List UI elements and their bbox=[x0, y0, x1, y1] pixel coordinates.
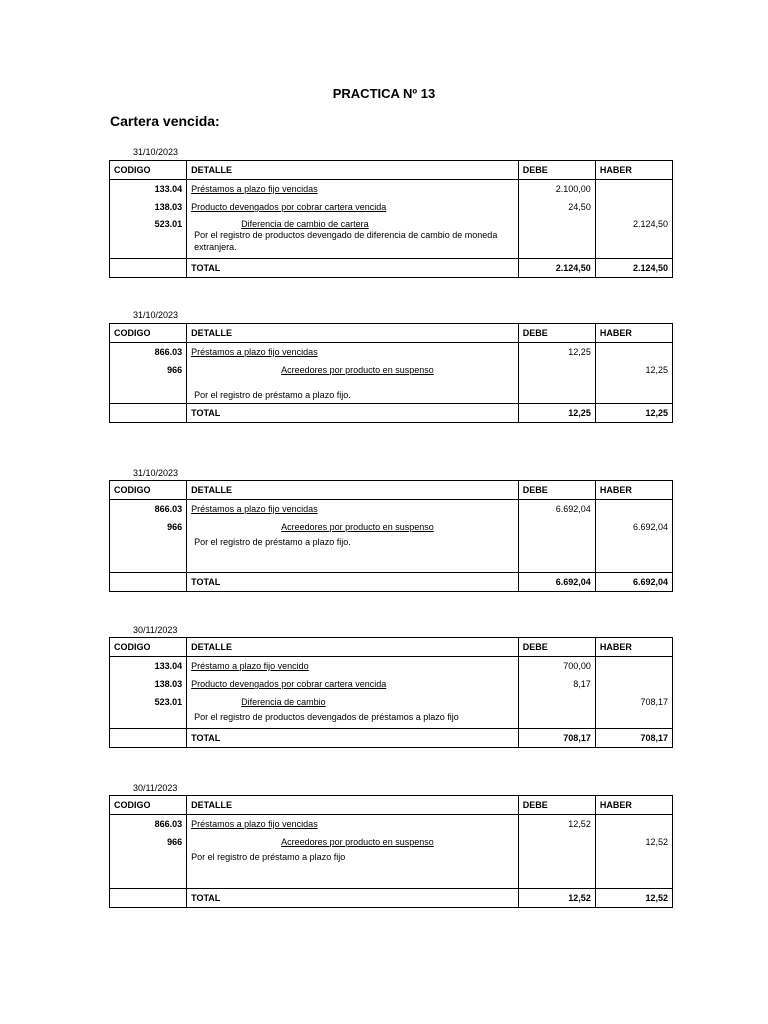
cell-haber bbox=[595, 500, 672, 519]
entry-date: 31/10/2023 bbox=[133, 468, 179, 478]
cell-codigo: 138.03 bbox=[110, 675, 187, 693]
cell-haber: 12,25 bbox=[595, 361, 672, 379]
cell-haber bbox=[595, 815, 672, 834]
page-title: PRACTICA Nº 13 bbox=[332, 86, 436, 101]
entry-date: 30/11/2023 bbox=[133, 625, 178, 635]
cell-codigo: 966 bbox=[110, 361, 187, 379]
cell-codigo: 866.03 bbox=[110, 343, 187, 362]
cell-detalle: Acreedores por producto en suspenso bbox=[281, 837, 434, 847]
total-label: TOTAL bbox=[187, 573, 519, 592]
table-row bbox=[110, 343, 673, 362]
header-detalle: DETALLE bbox=[187, 796, 519, 815]
cell-detalle: Préstamos a plazo fijo vencidas bbox=[191, 184, 318, 194]
cell-haber: 12,52 bbox=[595, 833, 672, 851]
entry-glosa: Por el registro de préstamo a plazo fijo bbox=[191, 852, 346, 862]
cell-haber bbox=[595, 657, 672, 676]
journal-entry-table bbox=[109, 795, 673, 908]
total-row bbox=[110, 259, 673, 278]
total-label: TOTAL bbox=[187, 404, 519, 423]
cell-detalle: Préstamos a plazo fijo vencidas bbox=[191, 819, 318, 829]
total-debe: 708,17 bbox=[518, 729, 595, 748]
cell-detalle: Préstamos a plazo fijo vencidas bbox=[191, 504, 318, 514]
cell-debe: 700,00 bbox=[518, 657, 595, 676]
total-debe: 6.692,04 bbox=[518, 573, 595, 592]
cell-debe: 24,50 bbox=[518, 198, 595, 216]
table-row bbox=[110, 518, 673, 536]
entry-glosa: Por el registro de productos devengado de diferencia de cambio de moneda extranjera. bbox=[194, 230, 498, 252]
cell-haber bbox=[595, 198, 672, 216]
header-debe: DEBE bbox=[518, 324, 595, 343]
header-haber: HABER bbox=[595, 481, 672, 500]
cell-codigo: 523.01 bbox=[110, 693, 187, 711]
cell-debe: 12,52 bbox=[518, 815, 595, 834]
table-row bbox=[110, 198, 673, 216]
total-debe: 12,25 bbox=[518, 404, 595, 423]
entry-glosa: Por el registro de productos devengados de préstamos a plazo fijo bbox=[194, 712, 459, 722]
cell-codigo: 133.04 bbox=[110, 657, 187, 676]
total-label: TOTAL bbox=[187, 729, 519, 748]
cell-detalle: Préstamos a plazo fijo vencidas bbox=[191, 347, 318, 357]
cell-debe bbox=[518, 693, 595, 711]
total-haber: 6.692,04 bbox=[595, 573, 672, 592]
table-row bbox=[110, 711, 673, 729]
header-codigo: CODIGO bbox=[110, 638, 187, 657]
header-debe: DEBE bbox=[518, 796, 595, 815]
cell-detalle: Producto devengados por cobrar cartera vencida bbox=[191, 202, 387, 212]
header-haber: HABER bbox=[595, 324, 672, 343]
table-row bbox=[110, 361, 673, 379]
cell-debe: 8,17 bbox=[518, 675, 595, 693]
cell-codigo: 866.03 bbox=[110, 815, 187, 834]
table-row bbox=[110, 851, 673, 889]
journal-entry-table bbox=[109, 160, 673, 278]
cell-detalle: Diferencia de cambio bbox=[241, 697, 326, 707]
cell-debe: 2.100,00 bbox=[518, 180, 595, 199]
cell-haber bbox=[595, 675, 672, 693]
cell-debe bbox=[518, 518, 595, 536]
cell-haber bbox=[595, 180, 672, 199]
cell-codigo: 133.04 bbox=[110, 180, 187, 199]
entry-glosa: Por el registro de préstamo a plazo fijo. bbox=[194, 537, 351, 547]
cell-codigo: 866.03 bbox=[110, 500, 187, 519]
header-codigo: CODIGO bbox=[110, 481, 187, 500]
cell-debe bbox=[518, 833, 595, 851]
table-row bbox=[110, 536, 673, 573]
journal-entry-table bbox=[109, 637, 673, 748]
cell-codigo: 966 bbox=[110, 833, 187, 851]
table-row bbox=[110, 379, 673, 404]
section-subtitle: Cartera vencida: bbox=[110, 113, 220, 129]
journal-entry-table bbox=[109, 480, 673, 592]
table-row bbox=[110, 216, 673, 253]
header-haber: HABER bbox=[595, 796, 672, 815]
cell-detalle: Diferencia de cambio de cartera bbox=[241, 219, 369, 229]
header-codigo: CODIGO bbox=[110, 796, 187, 815]
header-debe: DEBE bbox=[518, 638, 595, 657]
entry-glosa: Por el registro de préstamo a plazo fijo. bbox=[194, 390, 351, 400]
header-haber: HABER bbox=[595, 161, 672, 180]
entry-date: 31/10/2023 bbox=[133, 147, 179, 157]
table-row bbox=[110, 815, 673, 834]
header-codigo: CODIGO bbox=[110, 324, 187, 343]
header-haber: HABER bbox=[595, 638, 672, 657]
total-label: TOTAL bbox=[187, 889, 519, 908]
cell-haber bbox=[595, 343, 672, 362]
total-haber: 2.124,50 bbox=[595, 259, 672, 278]
total-haber: 12,52 bbox=[595, 889, 672, 908]
total-haber: 12,25 bbox=[595, 404, 672, 423]
table-row bbox=[110, 657, 673, 676]
total-row bbox=[110, 729, 673, 748]
table-row bbox=[110, 180, 673, 199]
header-debe: DEBE bbox=[518, 481, 595, 500]
cell-haber: 2.124,50 bbox=[595, 216, 672, 253]
header-detalle: DETALLE bbox=[187, 481, 519, 500]
cell-debe bbox=[518, 216, 595, 253]
table-row bbox=[110, 500, 673, 519]
cell-detalle: Acreedores por producto en suspenso bbox=[281, 522, 434, 532]
cell-detalle: Acreedores por producto en suspenso bbox=[281, 365, 434, 375]
cell-debe: 12,25 bbox=[518, 343, 595, 362]
total-debe: 2.124,50 bbox=[518, 259, 595, 278]
cell-detalle: Préstamo a plazo fijo vencido bbox=[191, 661, 309, 671]
header-codigo: CODIGO bbox=[110, 161, 187, 180]
cell-debe: 6.692,04 bbox=[518, 500, 595, 519]
cell-codigo: 138.03 bbox=[110, 198, 187, 216]
total-debe: 12,52 bbox=[518, 889, 595, 908]
header-debe: DEBE bbox=[518, 161, 595, 180]
total-haber: 708,17 bbox=[595, 729, 672, 748]
header-detalle: DETALLE bbox=[187, 161, 519, 180]
header-detalle: DETALLE bbox=[187, 324, 519, 343]
table-row bbox=[110, 833, 673, 851]
cell-detalle: Producto devengados por cobrar cartera vencida bbox=[191, 679, 387, 689]
table-row bbox=[110, 675, 673, 693]
cell-codigo: 523.01 bbox=[110, 216, 187, 253]
cell-haber: 6.692,04 bbox=[595, 518, 672, 536]
cell-haber: 708,17 bbox=[595, 693, 672, 711]
cell-debe bbox=[518, 361, 595, 379]
entry-date: 31/10/2023 bbox=[133, 310, 179, 320]
total-label: TOTAL bbox=[187, 259, 519, 278]
total-row bbox=[110, 889, 673, 908]
total-row bbox=[110, 404, 673, 423]
entry-date: 30/11/2023 bbox=[133, 783, 178, 793]
table-row bbox=[110, 693, 673, 711]
total-row bbox=[110, 573, 673, 592]
cell-codigo: 966 bbox=[110, 518, 187, 536]
header-detalle: DETALLE bbox=[187, 638, 519, 657]
journal-entry-table bbox=[109, 323, 673, 423]
